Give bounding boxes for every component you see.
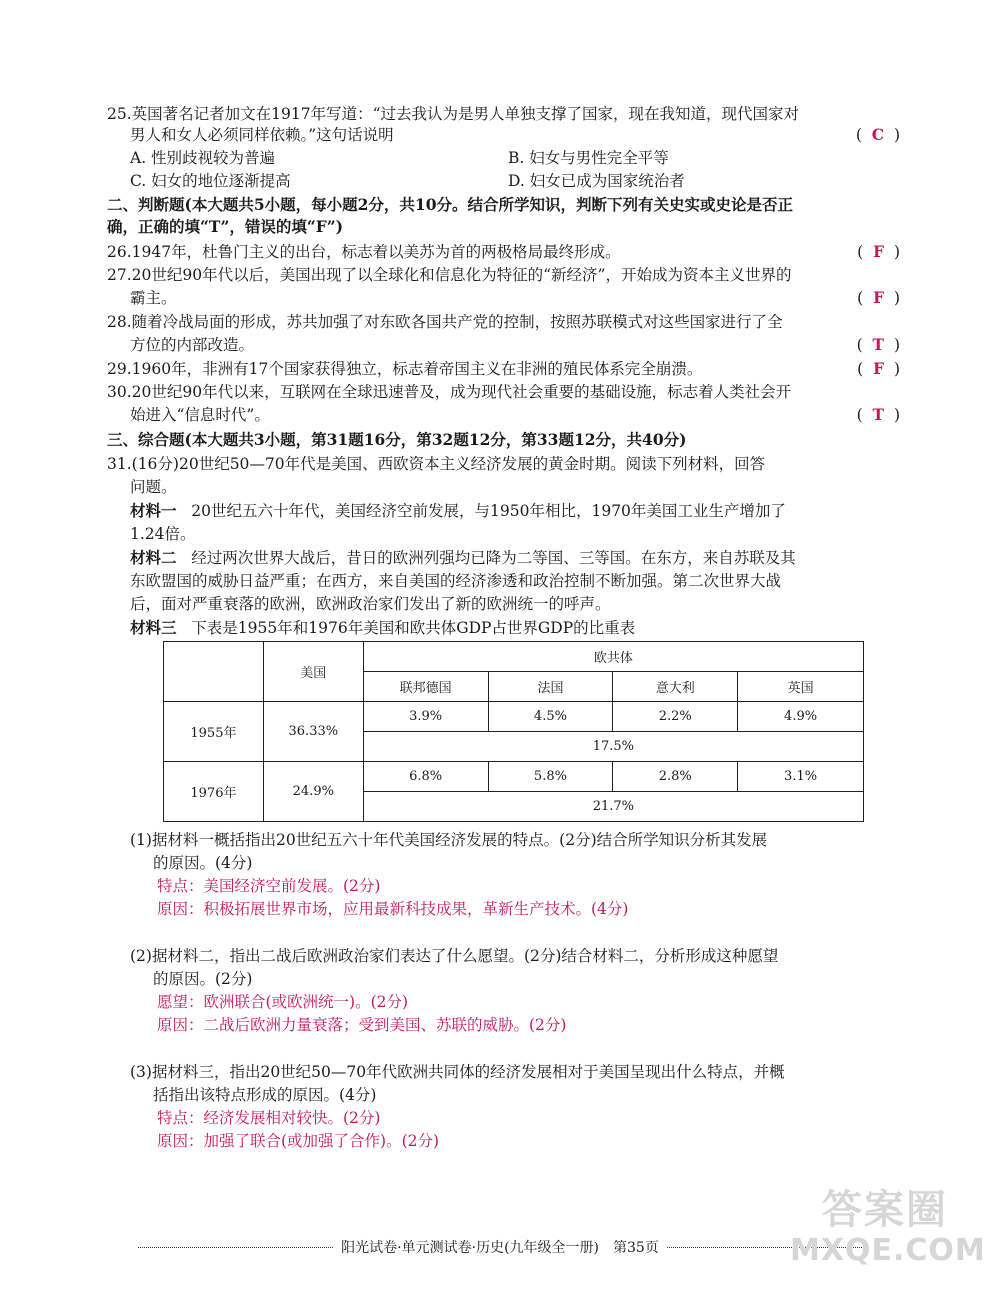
sub2-line2: 的原因。(2分) — [153, 970, 253, 988]
table-total-cell: 21.7% — [363, 792, 863, 822]
sub3-answer1: 特点：经济发展相对较快。(2分) — [157, 1109, 381, 1127]
sub3-line1: (3)据材料三，指出20世纪50—70年代欧洲共同体的经济发展相对于美国呈现出什么特点，并概 — [130, 1063, 785, 1081]
q26-text: 26.1947年，杜鲁门主义的出台，标志着以美苏为首的两极格局最终形成。 — [107, 243, 621, 261]
table-us-cell: 24.9% — [263, 762, 363, 822]
q25-stem-line1: 25.英国著名记者加文在1917年写道：“过去我认为是男人单独支撑了国家，现在我知道，现代国家对 — [107, 105, 800, 123]
sub2-answer2: 原因：二战后欧洲力量衰落；受到美国、苏联的威胁。(2分) — [157, 1016, 567, 1034]
footer-title: 阳光试卷·单元测试卷·历史(九年级全一册) — [341, 1240, 599, 1256]
sub1-line1: (1)据材料一概括指出20世纪五六十年代美国经济发展的特点。(2分)结合所学知识分析其发展 — [130, 831, 768, 849]
q29-text: 29.1960年，非洲有17个国家获得独立，标志着帝国主义在非洲的殖民体系完全崩溃。 — [107, 360, 703, 378]
q30-line2: 始进入“信息时代”。 — [130, 406, 270, 424]
q31-stem-line2: 问题。 — [130, 478, 177, 496]
table-subheader-cell: 联邦德国 — [363, 672, 488, 702]
table-total-cell: 17.5% — [363, 732, 863, 762]
material2-label: 材料二 — [130, 548, 177, 567]
table-row — [164, 762, 864, 792]
sub1-line2: 的原因。(4分) — [153, 854, 253, 872]
q28-line2: 方位的内部改造。 — [130, 336, 255, 354]
q25-option-b: B. 妇女与男性完全平等 — [508, 149, 669, 167]
q25-answer: C — [871, 125, 885, 144]
q25-stem-line2: 男人和女人必须同样依赖。”这句话说明 — [130, 126, 394, 144]
material3-label: 材料三 — [130, 618, 177, 637]
table-cell: 4.5% — [488, 702, 613, 732]
sub1-answer2: 原因：积极拓展世界市场，应用最新科技成果，革新生产技术。(4分) — [157, 900, 629, 918]
table-cell: 3.9% — [363, 702, 488, 732]
sub3-answer2: 原因：加强了联合(或加强了合作)。(2分) — [157, 1132, 440, 1150]
material3 — [130, 617, 635, 639]
q28-line1: 28.随着冷战局面的形成，苏共加强了对东欧各国共产党的控制，按照苏联模式对这些国家进行了全 — [107, 313, 783, 331]
q30-answer: T — [872, 405, 885, 424]
material2 — [130, 547, 796, 569]
watermark-line1: 答案圈 — [822, 1187, 948, 1233]
q28-answer-paren: ( T ) — [856, 335, 900, 354]
table-cell: 5.8% — [488, 762, 613, 792]
table-us-cell: 36.33% — [263, 702, 363, 762]
table-cell: 2.2% — [613, 702, 738, 732]
table-cell: 2.8% — [613, 762, 738, 792]
table-header-us: 美国 — [263, 642, 363, 702]
section2-heading-line1: 二、判断题(本大题共5小题，每小题2分，共10分。结合所学知识，判断下列有关史实或史论是否正 — [107, 195, 793, 214]
sub3-line2: 括指出该特点形成的原因。(4分) — [153, 1086, 377, 1104]
q27-line1: 27.20世纪90年代以后，美国出现了以全球化和信息化为特征的“新经济”，开始成为资本主义世界的 — [107, 266, 792, 284]
material1-line1: 20世纪五六十年代，美国经济空前发展，与1950年相比，1970年美国工业生产增加了 — [191, 502, 786, 520]
q28-answer: T — [872, 335, 885, 354]
q25-option-c: C. 妇女的地位逐渐提高 — [130, 172, 291, 190]
q25-answer-paren: ( C ) — [855, 125, 900, 144]
q30-line1: 30.20世纪90年代以来，互联网在全球迅速普及，成为现代社会重要的基础设施，标志着人类社会开 — [107, 383, 792, 401]
table-cell: 3.1% — [738, 762, 864, 792]
table-header-row — [164, 642, 864, 672]
page-number: 第35页 — [613, 1240, 659, 1256]
table-year-cell: 1955年 — [164, 702, 264, 762]
q27-answer-paren: ( F ) — [857, 288, 900, 307]
table-row — [164, 702, 864, 732]
sub2-line1: (2)据材料二，指出二战后欧洲政治家们表达了什么愿望。(2分)结合材料二，分析形成这种愿望 — [130, 947, 779, 965]
material1-line2: 1.24倍。 — [130, 525, 196, 543]
q26-answer: F — [873, 242, 885, 261]
table-cell: 6.8% — [363, 762, 488, 792]
footer-dots-left — [138, 1247, 333, 1248]
section2-heading-line2: 确，正确的填“T”，错误的填“F”) — [107, 217, 344, 236]
material1 — [130, 500, 786, 522]
watermark-line2: MXQE.COM — [790, 1233, 986, 1268]
material2-line2: 东欧盟国的威胁日益严重；在西方，来自美国的经济渗透和政治控制不断加强。第二次世界大战 — [130, 572, 782, 590]
table-subheader-cell: 法国 — [488, 672, 613, 702]
material2-line3: 后，面对严重衰落的欧洲，欧洲政治家们发出了新的欧洲统一的呼声。 — [130, 595, 611, 613]
material2-line1: 经过两次世界大战后，昔日的欧洲列强均已降为二等国、三等国。在东方，来自苏联及其 — [191, 549, 796, 567]
q26-answer-paren: ( F ) — [857, 242, 900, 261]
table-subheader-cell: 意大利 — [613, 672, 738, 702]
q29-answer-paren: ( F ) — [857, 359, 900, 378]
gdp-table — [163, 641, 864, 822]
table-header-ec: 欧共体 — [363, 642, 863, 672]
q30-answer-paren: ( T ) — [856, 405, 900, 424]
table-cell: 4.9% — [738, 702, 864, 732]
material3-line1: 下表是1955年和1976年美国和欧共体GDP占世界GDP的比重表 — [191, 619, 636, 637]
q29-answer: F — [873, 359, 885, 378]
table-corner-cell — [164, 642, 264, 702]
section3-heading: 三、综合题(本大题共3小题，第31题16分，第32题12分，第33题12分，共40分) — [107, 430, 687, 449]
q25-option-d: D. 妇女已成为国家统治者 — [508, 172, 685, 190]
page-footer — [130, 1236, 870, 1258]
table-subheader-cell: 英国 — [738, 672, 864, 702]
q27-line2: 霸主。 — [130, 289, 177, 307]
material1-label: 材料一 — [130, 501, 177, 520]
q27-answer: F — [873, 288, 885, 307]
q25-option-a: A. 性别歧视较为普遍 — [130, 149, 276, 167]
table-year-cell: 1976年 — [164, 762, 264, 822]
q31-stem-line1: 31.(16分)20世纪50—70年代是美国、西欧资本主义经济发展的黄金时期。阅读下列材料，回答 — [107, 455, 766, 473]
sub1-answer1: 特点：美国经济空前发展。(2分) — [157, 877, 381, 895]
watermark-logo — [790, 1186, 986, 1281]
sub2-answer1: 愿望：欧洲联合(或欧洲统一)。(2分) — [157, 993, 409, 1011]
